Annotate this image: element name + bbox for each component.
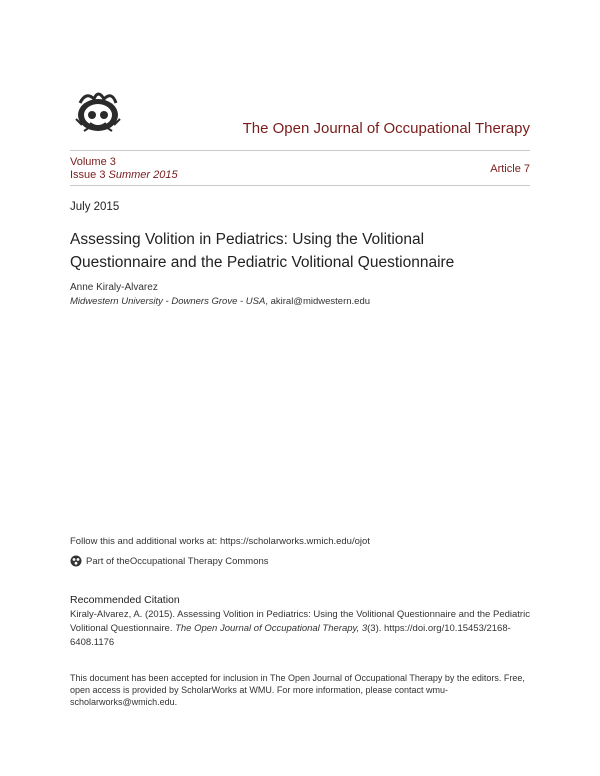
volume-link[interactable]: Volume 3 [70,156,116,168]
follow-prefix: Follow this and additional works at: [70,536,220,547]
inclusion-notice: This document has been accepted for inclusion in The Open Journal of Occupational Therapy by the editors. Free, open access is provided by ScholarWorks at WMU. For more information, please contact wmu-scholarworks@wmich.edu. [70,673,525,707]
doi-link[interactable]: https://doi.org/10.15453/2168-6408.1176 [70,623,511,648]
author-email[interactable]: akiral@midwestern.edu [270,296,371,307]
issue-info [70,156,178,182]
follow-link[interactable]: https://scholarworks.wmich.edu/ojot [219,536,370,547]
recommended-citation-heading: Recommended Citation [70,594,180,606]
network-icon [70,555,82,567]
part-of-commons [70,555,269,567]
citation-text: Kiraly-Alvarez, A. (2015). Assessing Volition in Pediatrics: Using the Volitional Questionnaire and the Pediatric Volitional Questionnaire. The Open Journal of Occupational Therapy, 3(3). https://doi.org/10.15453/2168-6408.1176 [70,609,530,648]
header-divider [70,150,530,151]
contact-email-link[interactable]: wmu-scholarworks@wmich.edu [70,685,448,707]
journal-seal-icon [70,85,126,137]
part-of-prefix: Part of the [86,555,130,567]
publication-date: July 2015 [70,201,120,213]
affiliation-text: Midwestern University - Downers Grove - USA [70,296,266,307]
issue-link[interactable]: Issue 3 Summer 2015 [70,169,178,181]
journal-title[interactable]: The Open Journal of Occupational Therapy [242,120,530,137]
article-number: Article 7 [490,163,530,175]
commons-link[interactable]: Occupational Therapy Commons [129,555,269,567]
issue-divider [70,185,530,186]
journal-logo [70,85,126,137]
article-title: Assessing Volition in Pediatrics: Using the Volitional Questionnaire and the Pediatric Volitional Questionnaire [70,231,455,271]
author-name: Anne Kiraly-Alvarez [70,282,158,293]
follow-works [70,536,370,547]
author-affiliation: Midwestern University - Downers Grove - USA, akiral@midwestern.edu [70,296,371,307]
